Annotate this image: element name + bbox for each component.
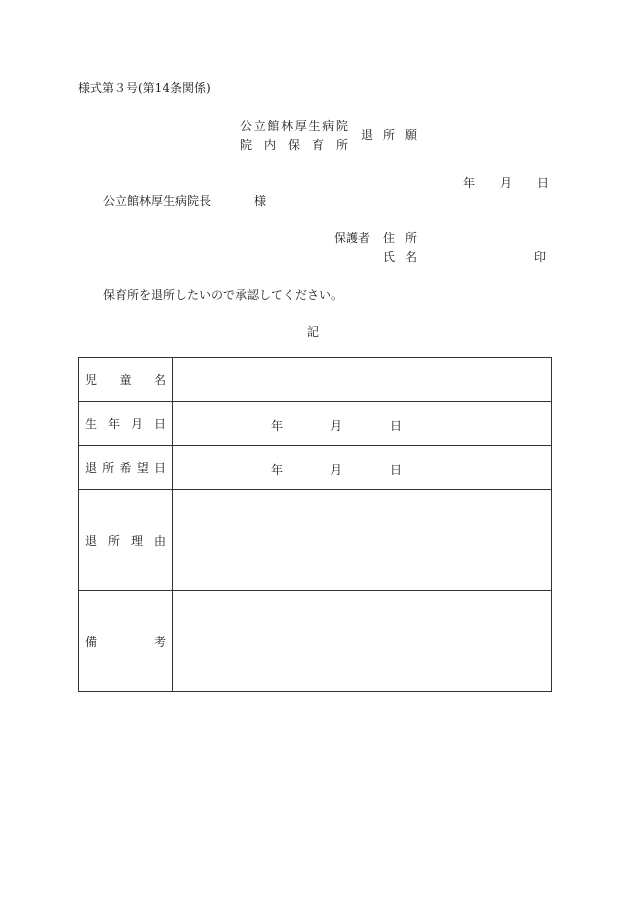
ki-heading: 記 bbox=[307, 325, 320, 339]
table-row-reason bbox=[79, 490, 552, 591]
addressee-name: 公立館林厚生病院長 bbox=[103, 194, 212, 208]
table-row-child-name bbox=[79, 358, 552, 402]
org-name-line-1: 公 立 館 林 厚 生 病 院 bbox=[240, 119, 348, 133]
table-row-desired-date bbox=[79, 446, 552, 490]
birth-month-label: 月 bbox=[330, 418, 343, 433]
child-name-field[interactable] bbox=[173, 358, 552, 402]
org-name-line-2: 院 内 保 育 所 bbox=[240, 138, 348, 152]
remarks-label: 備 考 bbox=[79, 591, 173, 692]
birth-day-label: 日 bbox=[390, 418, 403, 433]
table-row-birth-date bbox=[79, 402, 552, 446]
guardian-label: 保護者 bbox=[334, 231, 371, 245]
desired-date-field[interactable] bbox=[173, 446, 552, 490]
date-day-label: 日 bbox=[537, 176, 550, 190]
desired-year-label: 年 bbox=[271, 462, 284, 477]
form-number: 様式第３号(第14条関係) bbox=[78, 81, 211, 95]
desired-month-label: 月 bbox=[330, 462, 343, 477]
birth-year-label: 年 bbox=[271, 418, 284, 433]
document-title: 退 所 願 bbox=[361, 128, 417, 142]
child-name-label: 児 童 名 bbox=[79, 358, 173, 402]
date-year-label: 年 bbox=[463, 176, 476, 190]
detail-table bbox=[78, 357, 552, 692]
seal-mark: 印 bbox=[534, 250, 547, 264]
reason-label: 退 所 理 由 bbox=[79, 490, 173, 591]
reason-field[interactable] bbox=[173, 490, 552, 591]
request-text: 保育所を退所したいので承認してください。 bbox=[103, 288, 344, 302]
desired-day-label: 日 bbox=[390, 462, 403, 477]
table-row-remarks bbox=[79, 591, 552, 692]
date-month-label: 月 bbox=[500, 176, 513, 190]
birth-date-field[interactable] bbox=[173, 402, 552, 446]
birth-date-label: 生 年 月 日 bbox=[79, 402, 173, 446]
addressee-honorific: 様 bbox=[254, 194, 267, 208]
remarks-field[interactable] bbox=[173, 591, 552, 692]
guardian-name-label: 氏 名 bbox=[383, 250, 417, 264]
guardian-address-label: 住 所 bbox=[383, 231, 417, 245]
desired-date-label: 退 所 希 望 日 bbox=[79, 446, 173, 490]
